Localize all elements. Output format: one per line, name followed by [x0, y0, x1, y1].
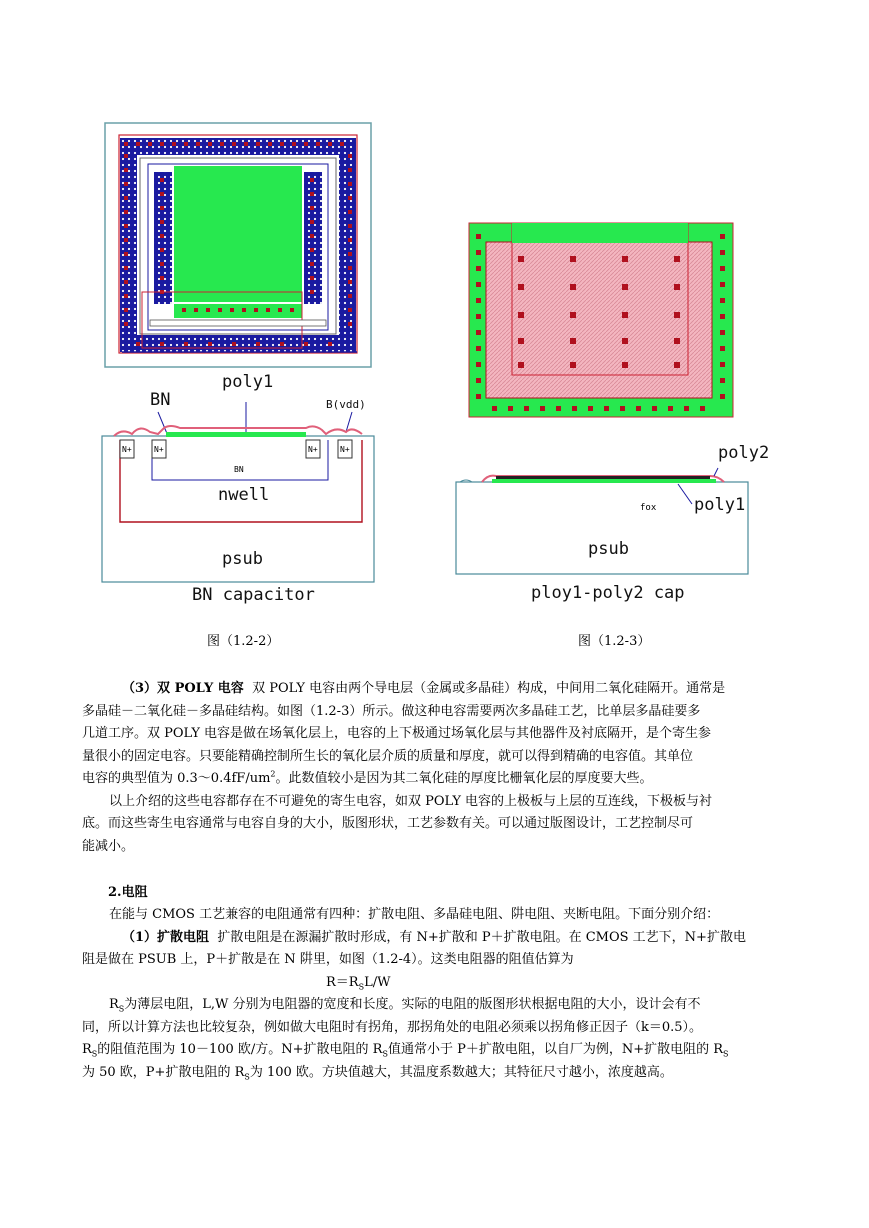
bn-capacitor-layout [102, 120, 377, 372]
section-resistor [82, 904, 802, 1084]
poly-line-2: 几道工序。双 POLY 电容是做在场氧化层上，电容的上下极通过场氧化层与其他器件及衬底隔开，是个寄生参 [82, 726, 712, 741]
diffusion-line-1: （1）扩散电阻 扩散电阻是在源漏扩散时形成，有 N+扩散和 P＋扩散电阻。在 CMOS 工艺下，N+扩散电 [122, 929, 746, 945]
left-label-bn: BN [150, 390, 171, 410]
left-nplus-4: N+ [340, 445, 350, 454]
rs-line-1: $R_S$为薄层电阻，L,W 分别为电阻器的宽度和长度。实际的电阻的版图形状根据电阻的大小，设计会有不 [109, 997, 701, 1014]
section-heading-resistor: 2.电阻 [108, 885, 148, 900]
right-label-fox: fox [640, 503, 657, 513]
left-label-psub: psub [222, 549, 263, 569]
poly-poly-layout [466, 220, 736, 420]
left-figure-title: BN capacitor [192, 585, 315, 605]
resistance-formula: $R=R_SL/W$ [326, 974, 391, 992]
section-heading-double-poly: （3）双 POLY 电容 [122, 681, 244, 696]
poly-poly-section [452, 438, 772, 578]
para-line-1 [82, 678, 802, 701]
diffusion-line-2: 阻是做在 PSUB 上，P＋扩散是在 N 阱里，如图（1.2-4）。这类电阻器的阻值估算为 [82, 952, 574, 967]
rs-line-4: 为 50 欧，P+扩散电阻的 $R_S$为 100 欧。方块值越大，其温度系数越大；其特征尺寸越小，浓度越高。 [82, 1064, 673, 1082]
poly-line-4: 电容的典型值为 $0.3\sim 0.4fF/um^2$。此数值较小是因为其二氧化硅的厚度比栅氧化层的厚度要大些。 [82, 769, 653, 786]
left-nplus-3: N+ [308, 445, 318, 454]
parasitic-line-2: 能减小。 [82, 838, 135, 854]
unit-superscript: 2 [270, 769, 276, 779]
parasitic-line-0: 以上介绍的这些电容都存在不可避免的寄生电容，如双 POLY 电容的上极板与上层的互连线，下极板与衬 [109, 793, 713, 809]
bn-capacitor-section [100, 398, 378, 584]
diffusion-heading: （1）扩散电阻 [122, 929, 210, 945]
left-label-nwell: nwell [218, 485, 270, 505]
parasitic-line-1: 底。而这些寄生电容通常与电容自身的大小，版图形状，工艺参数有关。可以通过版图设计，工艺控制尽可 [82, 816, 694, 831]
right-label-psub: psub [588, 539, 629, 559]
rs-line-3: $R_S$的阻值范围为 10－100 欧/方。N+扩散电阻的 $R_S$值通常小于 P＋扩散电阻，以自厂为例，N+扩散电阻的 $R_S$ [82, 1042, 729, 1059]
right-label-poly1: poly1 [694, 495, 746, 515]
left-bn-inner: BN [234, 465, 244, 474]
right-figure-title: ploy1-poly2 cap [531, 583, 685, 603]
resistor-intro: 在能与 CMOS 工艺兼容的电阻通常有四种：扩散电阻、多晶硅电阻、阱电阻、夹断电阻。下面分别介绍： [109, 907, 720, 922]
left-figure-caption: 图（1.2-2） [207, 634, 280, 649]
rs-line-2: 同，所以计算方法也比较复杂，例如做大电阻时有拐角，那拐角处的电阻必须乘以拐角修正因子（k＝0.5）。 [82, 1019, 703, 1035]
right-figure-caption: 图（1.2-3） [578, 634, 651, 649]
left-nplus-1: N+ [122, 445, 132, 454]
left-nplus-2: N+ [154, 445, 164, 454]
section-double-poly [82, 678, 802, 858]
left-label-poly1: poly1 [222, 372, 274, 392]
poly-line-3: 量很小的固定电容。只要能精确控制所生长的氧化层介质的质量和厚度，就可以得到精确的电容值。其单位 [82, 748, 694, 764]
left-label-bvdd: B(vdd) [326, 398, 366, 411]
poly-line-1: 多晶硅－二氧化硅－多晶硅结构。如图（1.2-3）所示。做这种电容需要两次多晶硅工艺，比单层多晶硅要多 [82, 703, 701, 719]
poly-line-0: 双 POLY 电容由两个导电层（金属或多晶硅）构成，中间用二氧化硅隔开。通常是 [252, 681, 726, 696]
right-label-poly2: poly2 [718, 443, 770, 463]
